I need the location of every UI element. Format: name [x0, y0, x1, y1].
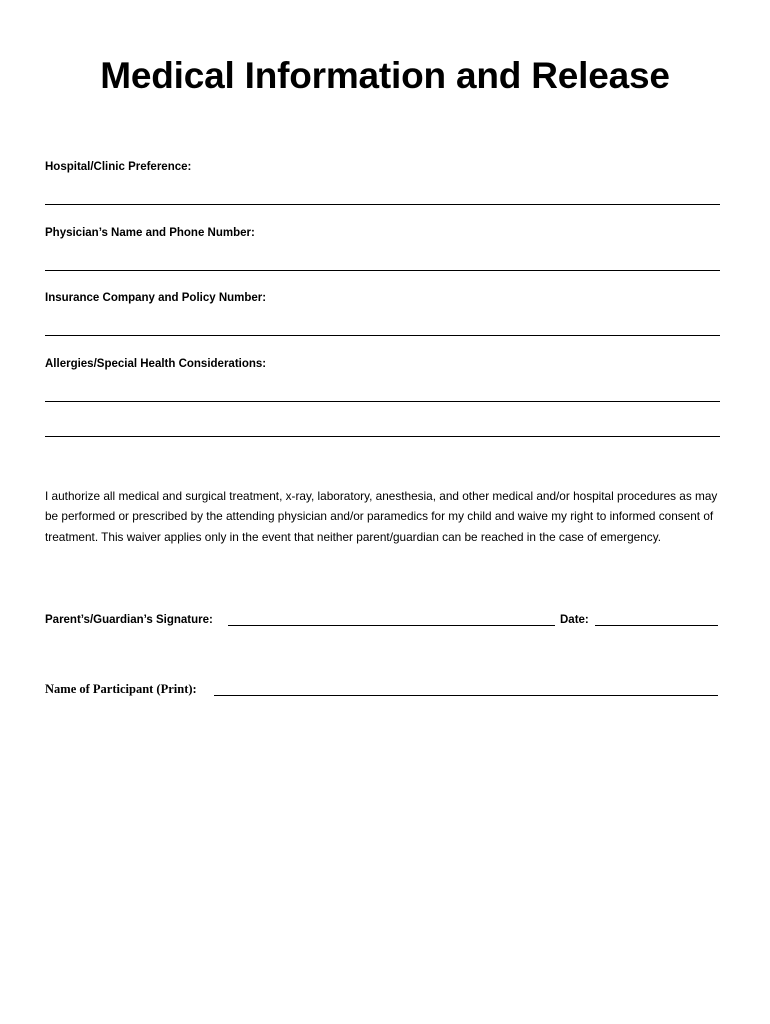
signature-row	[45, 612, 720, 630]
authorization-paragraph: I authorize all medical and surgical treatment, x-ray, laboratory, anesthesia, and other medical and/or hospital procedures as may be performed or prescribed by the attending physician and/or paramedics for my child and waive my right to informed consent of treatment. This waiver applies only in the event that neither parent/guardian can be reached in the case of emergency.	[45, 489, 718, 544]
hospital-clinic-label: Hospital/Clinic Preference:	[45, 161, 192, 173]
physician-field[interactable]	[45, 270, 720, 271]
hospital-clinic-field[interactable]	[45, 204, 720, 205]
allergies-field-line-2[interactable]	[45, 436, 720, 437]
date-field[interactable]	[595, 625, 718, 626]
allergies-label: Allergies/Special Health Considerations:	[45, 358, 267, 370]
participant-name-field[interactable]	[214, 695, 718, 696]
signature-field[interactable]	[228, 625, 555, 626]
signature-label: Parent’s/Guardian’s Signature:	[45, 614, 213, 626]
participant-row	[45, 681, 720, 699]
allergies-field-line-1[interactable]	[45, 401, 720, 402]
physician-label: Physician’s Name and Phone Number:	[45, 227, 255, 239]
date-label: Date:	[560, 614, 589, 626]
form-title: Medical Information and Release	[100, 55, 670, 96]
insurance-field[interactable]	[45, 335, 720, 336]
participant-name-label: Name of Participant (Print):	[45, 682, 197, 696]
insurance-label: Insurance Company and Policy Number:	[45, 292, 267, 304]
